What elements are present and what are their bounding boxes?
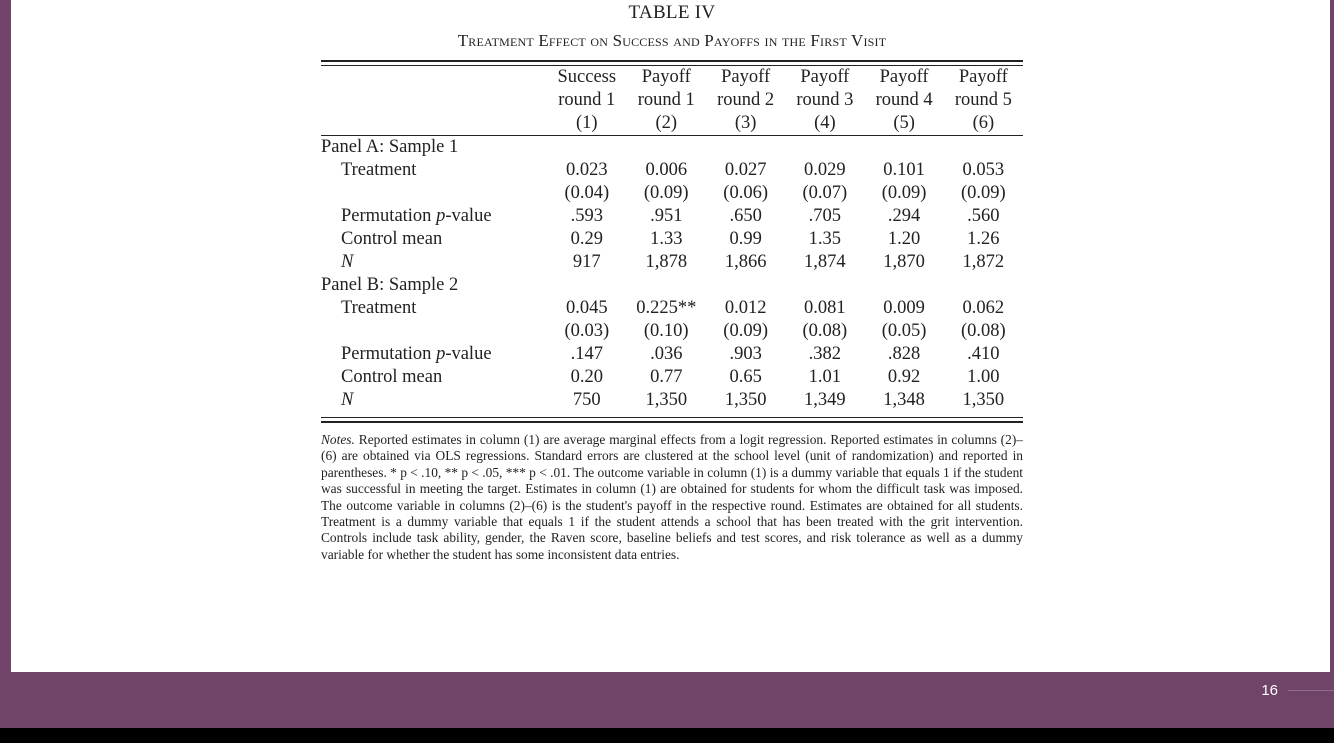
table-cell: 0.92 — [887, 367, 921, 387]
column-header: round 2 — [717, 90, 775, 110]
table-cell: 0.029 — [804, 160, 846, 180]
table-cell: 1.01 — [808, 367, 842, 387]
table-cell: 0.225** — [636, 298, 697, 318]
table-cell: 1.33 — [650, 229, 683, 249]
notes-text: Reported estimates in column (1) are average marginal effects from a logit regression. Reported estimates in columns (2)–(6) are obtained via OLS regressions. Standard errors are clustered at the school level (unit of randomization) and reported in parentheses. * p < .10, ** p < .05, *** p < .01. The outcome variable in column (1) is a dummy variable that equals 1 if the student was successful in meeting the target. Estimates in column (1) are obtained for students for whom the difficult task was imposed. The outcome variable in columns (2)–(6) is the student's payoff in the respective round. Estimates are obtained for all students. Treatment is a dummy variable that equals 1 if the student attends a school that has been treated with the grit intervention. Controls include task ability, gender, the Raven score, baseline beliefs and test scores, and risk tolerance as well as a dummy variable for whether the student has some inconsistent data entries. — [321, 432, 1023, 562]
column-header-row-1 — [321, 66, 1023, 89]
table-cell: 1,872 — [962, 252, 1005, 272]
table-cell: .903 — [729, 344, 762, 364]
row-label: N — [341, 390, 354, 410]
table-row — [321, 320, 1023, 343]
table-caption: Treatment Effect on Success and Payoffs in the First Visit — [457, 31, 887, 50]
panel-a-title-row — [321, 136, 1023, 159]
table-cell: 0.012 — [724, 298, 767, 318]
table-cell: (0.07) — [802, 183, 848, 203]
panel-title: Panel A: Sample 1 — [321, 137, 459, 157]
table-cell: 0.99 — [729, 229, 762, 249]
table-cell: (0.04) — [564, 183, 610, 203]
table-row — [321, 343, 1023, 366]
table-cell: 1.35 — [808, 229, 842, 249]
row-label: Permutation p-value — [341, 344, 492, 364]
slide-number: 16 — [1261, 682, 1278, 699]
table-cell: (0.09) — [881, 183, 927, 203]
row-label — [321, 182, 547, 205]
table-cell: 1,878 — [645, 252, 688, 272]
slide-frame-left — [0, 0, 11, 672]
regression-table — [321, 0, 1023, 563]
column-header-row-2 — [321, 89, 1023, 112]
table-cell: 0.062 — [962, 298, 1005, 318]
row-label: Permutation p-value — [341, 206, 492, 226]
table-cell: 0.006 — [645, 160, 688, 180]
row-label — [321, 320, 547, 343]
row-label: Treatment — [341, 298, 417, 318]
table-cell: 1,350 — [645, 390, 688, 410]
table-cell: (0.08) — [802, 321, 848, 341]
column-number: (6) — [972, 113, 995, 133]
panel-title: Panel B: Sample 2 — [321, 275, 459, 295]
table-cell: .036 — [650, 344, 683, 364]
table-row — [321, 228, 1023, 251]
column-number: (4) — [814, 113, 836, 133]
table-cell: 1.20 — [887, 229, 921, 249]
table-cell: 750 — [572, 390, 601, 410]
notes-lead: Notes. — [321, 432, 355, 447]
header-stub — [321, 66, 547, 89]
table-cell: .828 — [887, 344, 921, 364]
table-cell: (0.08) — [961, 321, 1006, 341]
table-cell: .705 — [808, 206, 842, 226]
column-header: round 4 — [875, 90, 933, 110]
table-cell: (0.09) — [961, 183, 1006, 203]
table-row — [321, 205, 1023, 228]
panel-b-title-row — [321, 274, 1023, 297]
table-cell: (0.09) — [723, 321, 768, 341]
column-number: (1) — [576, 113, 598, 133]
table-cell: 0.045 — [565, 298, 608, 318]
table-cell: .560 — [967, 206, 1000, 226]
table-row — [321, 251, 1023, 274]
table-cell: .294 — [887, 206, 921, 226]
row-label: Treatment — [341, 160, 417, 180]
bottom-rule — [321, 417, 1023, 423]
column-header: round 5 — [954, 90, 1012, 110]
column-header: Payoff — [958, 67, 1008, 87]
table-notes — [321, 432, 1023, 563]
table-cell: .593 — [570, 206, 603, 226]
table-cell: (0.05) — [881, 321, 927, 341]
table-cell: 0.023 — [565, 160, 608, 180]
table-row — [321, 182, 1023, 205]
table-cell: .410 — [967, 344, 1000, 364]
slide-frame-right — [1330, 0, 1334, 672]
table-cell: (0.03) — [564, 321, 610, 341]
slide-footer-bar — [0, 672, 1334, 728]
column-number: (3) — [734, 113, 757, 133]
column-header: round 1 — [558, 90, 616, 110]
table-row — [321, 297, 1023, 320]
table-cell: (0.10) — [643, 321, 689, 341]
column-header: Payoff — [800, 67, 850, 87]
results-table — [321, 66, 1023, 412]
column-header: Success — [557, 67, 617, 87]
table-cell: 0.081 — [804, 298, 846, 318]
table-row — [321, 389, 1023, 412]
footer-divider — [1288, 690, 1334, 691]
column-number: (5) — [893, 113, 915, 133]
table-cell: 1,350 — [724, 390, 767, 410]
table-cell: 0.027 — [724, 160, 767, 180]
table-cell: 0.009 — [883, 298, 925, 318]
table-cell: .650 — [729, 206, 762, 226]
table-cell: 0.101 — [883, 160, 925, 180]
table-cell: 1,870 — [883, 252, 925, 272]
row-label: Control mean — [341, 229, 443, 249]
table-cell: .951 — [650, 206, 683, 226]
table-cell: 0.053 — [962, 160, 1005, 180]
table-row — [321, 366, 1023, 389]
table-cell: 0.29 — [570, 229, 603, 249]
table-cell: (0.06) — [723, 183, 768, 203]
row-label: N — [341, 252, 354, 272]
table-cell: 1.00 — [967, 367, 1000, 387]
table-cell: .147 — [570, 344, 603, 364]
table-number: TABLE IV — [628, 2, 716, 23]
table-cell: 0.20 — [570, 367, 603, 387]
table-cell: 1,349 — [804, 390, 846, 410]
table-cell: .382 — [808, 344, 842, 364]
column-header: Payoff — [721, 67, 771, 87]
column-header: round 3 — [796, 90, 854, 110]
column-header: Payoff — [641, 67, 691, 87]
header-stub — [321, 89, 547, 112]
table-cell: 1,348 — [883, 390, 925, 410]
table-cell: 917 — [572, 252, 601, 272]
column-number: (2) — [655, 113, 678, 133]
header-stub — [321, 112, 547, 135]
table-row — [321, 159, 1023, 182]
column-header: Payoff — [879, 67, 929, 87]
table-cell: 1,350 — [962, 390, 1005, 410]
row-label: Control mean — [341, 367, 443, 387]
table-cell: 0.77 — [650, 367, 683, 387]
table-cell: 1,874 — [804, 252, 846, 272]
table-cell: (0.09) — [643, 183, 689, 203]
column-header: round 1 — [637, 90, 695, 110]
table-cell: 1,866 — [724, 252, 767, 272]
table-cell: 0.65 — [729, 367, 762, 387]
table-cell: 1.26 — [967, 229, 1000, 249]
column-number-row — [321, 112, 1023, 135]
